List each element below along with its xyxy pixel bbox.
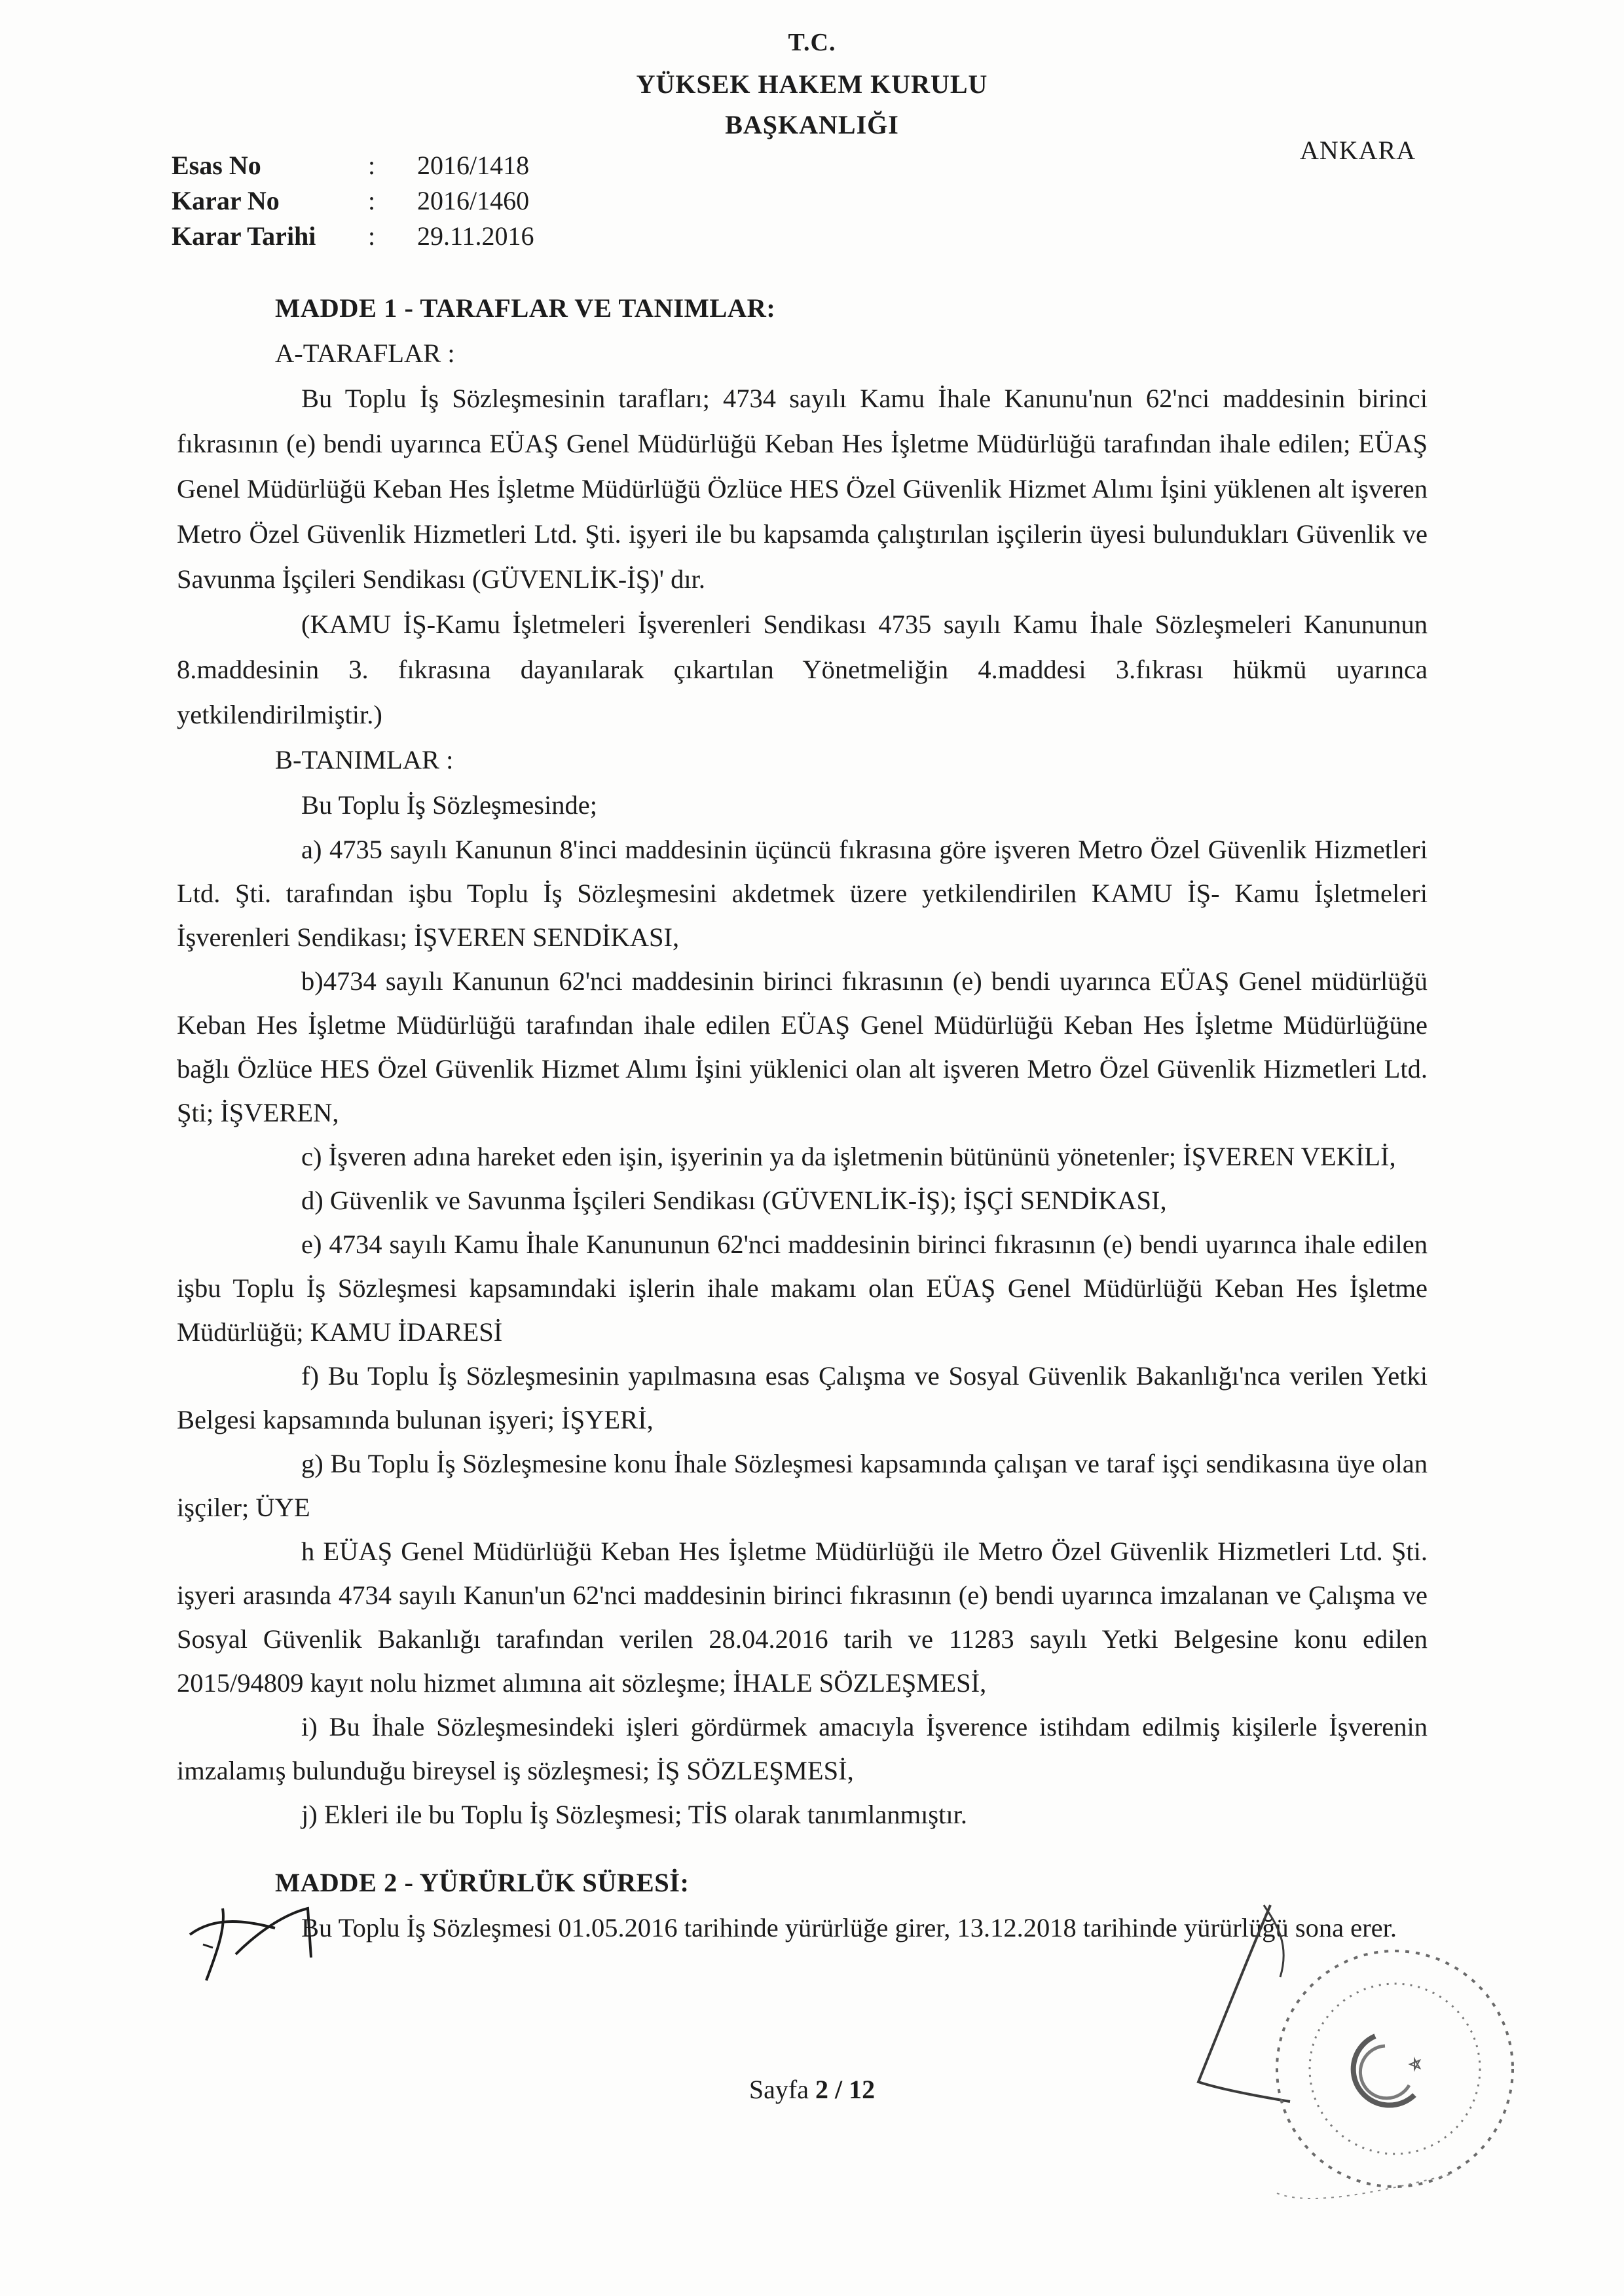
meta-label: Karar Tarihi <box>172 221 316 251</box>
case-meta <box>172 148 534 254</box>
document-body <box>177 285 1428 1950</box>
meta-row-karar <box>172 183 534 219</box>
section-a-heading: A-TARAFLAR : <box>275 338 455 368</box>
definition-item: i) Bu İhale Sözleşmesindeki işleri gördürmek amacıyla İşverence istihdam edilmiş kişilerle İşverenin imzalamış bulunduğu bireysel iş sözleşmesi; İŞ SÖZLEŞMESİ, <box>177 1712 1428 1785</box>
meta-colon: : <box>368 151 376 180</box>
paragraph-tanimlar-intro: Bu Toplu İş Sözleşmesinde; <box>301 790 598 820</box>
meta-label: Karar No <box>172 186 280 215</box>
header-city: ANKARA <box>1300 136 1416 165</box>
meta-colon: : <box>368 221 376 251</box>
header-department: BAŞKANLIĞI <box>725 110 899 139</box>
signature-icon <box>177 1895 347 1987</box>
meta-row-tarih <box>172 219 534 254</box>
page-number-label: Sayfa <box>748 2075 815 2104</box>
paragraph-yetki-note: (KAMU İŞ-Kamu İşletmeleri İşverenleri Sendikası 4735 sayılı Kamu İhale Sözleşmeleri Kanununun 8.maddesinin 3. fıkrasına dayanılarak çıkartılan Yönetmeliğin 4.maddesi 3.fıkrası hükmü uyarınca yetkilendirilmiştir.) <box>177 610 1428 729</box>
definition-item: j) Ekleri ile bu Toplu İş Sözleşmesi; TİS olarak tanımlanmıştır. <box>301 1800 968 1829</box>
definition-item: h EÜAŞ Genel Müdürlüğü Keban Hes İşletme Müdürlüğü ile Metro Özel Güvenlik Hizmetleri Ltd. Şti. işyeri arasında 4734 sayılı Kanun'un 62'nci maddesinin birinci fıkrasının (e) bendi uyarınca imzalanan ve Çalışma ve Sosyal Güvenlik Bakanlığı tarafından verilen 28.04.2016 tarih ve 11283 sayılı Yetki Belgesine konu edilen 2015/94809 kayıt nolu hizmet alımına ait sözleşme; İHALE SÖZLEŞMESİ, <box>177 1537 1428 1698</box>
definition-item: d) Güvenlik ve Savunma İşçileri Sendikası (GÜVENLİK-İŞ); İŞÇİ SENDİKASI, <box>301 1186 1167 1215</box>
meta-row-esas <box>172 148 534 183</box>
spacer <box>177 1836 1428 1860</box>
paragraph-yururluk: Bu Toplu İş Sözleşmesi 01.05.2016 tarihinde yürürlüğe girer, 13.12.2018 tarihinde yürürlüğü sona erer. <box>301 1913 1397 1942</box>
header-country: T.C. <box>788 29 836 56</box>
header-institution: YÜKSEK HAKEM KURULU <box>636 69 988 99</box>
definition-item: g) Bu Toplu İş Sözleşmesine konu İhale Sözleşmesi kapsamında çalışan ve taraf işçi sendikasına üye olan işçiler; ÜYE <box>177 1449 1428 1522</box>
definition-item: f) Bu Toplu İş Sözleşmesinin yapılmasına esas Çalışma ve Sosyal Güvenlik Bakanlığı'nca verilen Yetki Belgesi kapsamında bulunan işyeri; İŞYERİ, <box>177 1361 1428 1434</box>
paragraph-taraflar: Bu Toplu İş Sözleşmesinin tarafları; 4734 sayılı Kamu İhale Kanunu'nun 62'nci maddesinin birinci fıkrasının (e) bendi uyarınca EÜAŞ Genel Müdürlüğü Keban Hes İşletme Müdürlüğü tarafından ihale edilen; EÜAŞ Genel Müdürlüğü Keban Hes İşletme Müdürlüğü Özlüce HES Özel Güvenlik Hizmet Alımı İşini yüklenen alt işveren Metro Özel Güvenlik Hizmetleri Ltd. Şti. işyeri ile bu kapsamda çalıştırılan işçilerin üyesi bulundukları Güvenlik ve Savunma İşçileri Sendikası (GÜVENLİK-İŞ)' dır. <box>177 384 1428 594</box>
madde-1-title: MADDE 1 - TARAFLAR VE TANIMLAR: <box>275 293 776 323</box>
madde-2-title: MADDE 2 - YÜRÜRLÜK SÜRESİ: <box>275 1868 690 1897</box>
official-stamp-icon <box>1179 1886 1545 2213</box>
page-number <box>0 2074 1624 2105</box>
meta-value: 2016/1460 <box>417 186 530 215</box>
definition-item: a) 4735 sayılı Kanunun 8'inci maddesinin üçüncü fıkrasına göre işveren Metro Özel Güvenlik Hizmetleri Ltd. Şti. tarafından işbu Toplu İş Sözleşmesini akdetmek üzere yetkilendirilen KAMU İŞ- Kamu İşletmeleri İşverenleri Sendikası; İŞVEREN SENDİKASI, <box>177 835 1428 952</box>
meta-value: 29.11.2016 <box>417 221 534 251</box>
meta-colon: : <box>368 186 376 215</box>
meta-value: 2016/1418 <box>417 151 530 180</box>
definition-item: b)4734 sayılı Kanunun 62'nci maddesinin birinci fıkrasının (e) bendi uyarınca EÜAŞ Genel müdürlüğü Keban Hes İşletme Müdürlüğü tarafından ihale edilen EÜAŞ Genel Müdürlüğü Keban Hes İşletme Müdürlüğüne bağlı Özlüce HES Özel Güvenlik Hizmet Alımı İşini yüklenici olan alt işveren Metro Özel Güvenlik Hizmetleri Ltd. Şti; İŞVEREN, <box>177 966 1428 1127</box>
meta-label: Esas No <box>172 151 261 180</box>
definition-item: e) 4734 sayılı Kamu İhale Kanununun 62'nci maddesinin birinci fıkrasının (e) bendi uyarınca ihale edilen işbu Toplu İş Sözleşmesi kapsamındaki işlerin ihale makamı olan EÜAŞ Genel Müdürlüğü Keban Hes İşletme Müdürlüğü; KAMU İDARESİ <box>177 1230 1428 1347</box>
section-b-heading: B-TANIMLAR : <box>275 745 454 774</box>
page-number-value: 2 / 12 <box>815 2075 876 2104</box>
definition-item: c) İşveren adına hareket eden işin, işyerinin ya da işletmenin bütününü yönetenler; İŞVEREN VEKİLİ, <box>301 1142 1396 1171</box>
